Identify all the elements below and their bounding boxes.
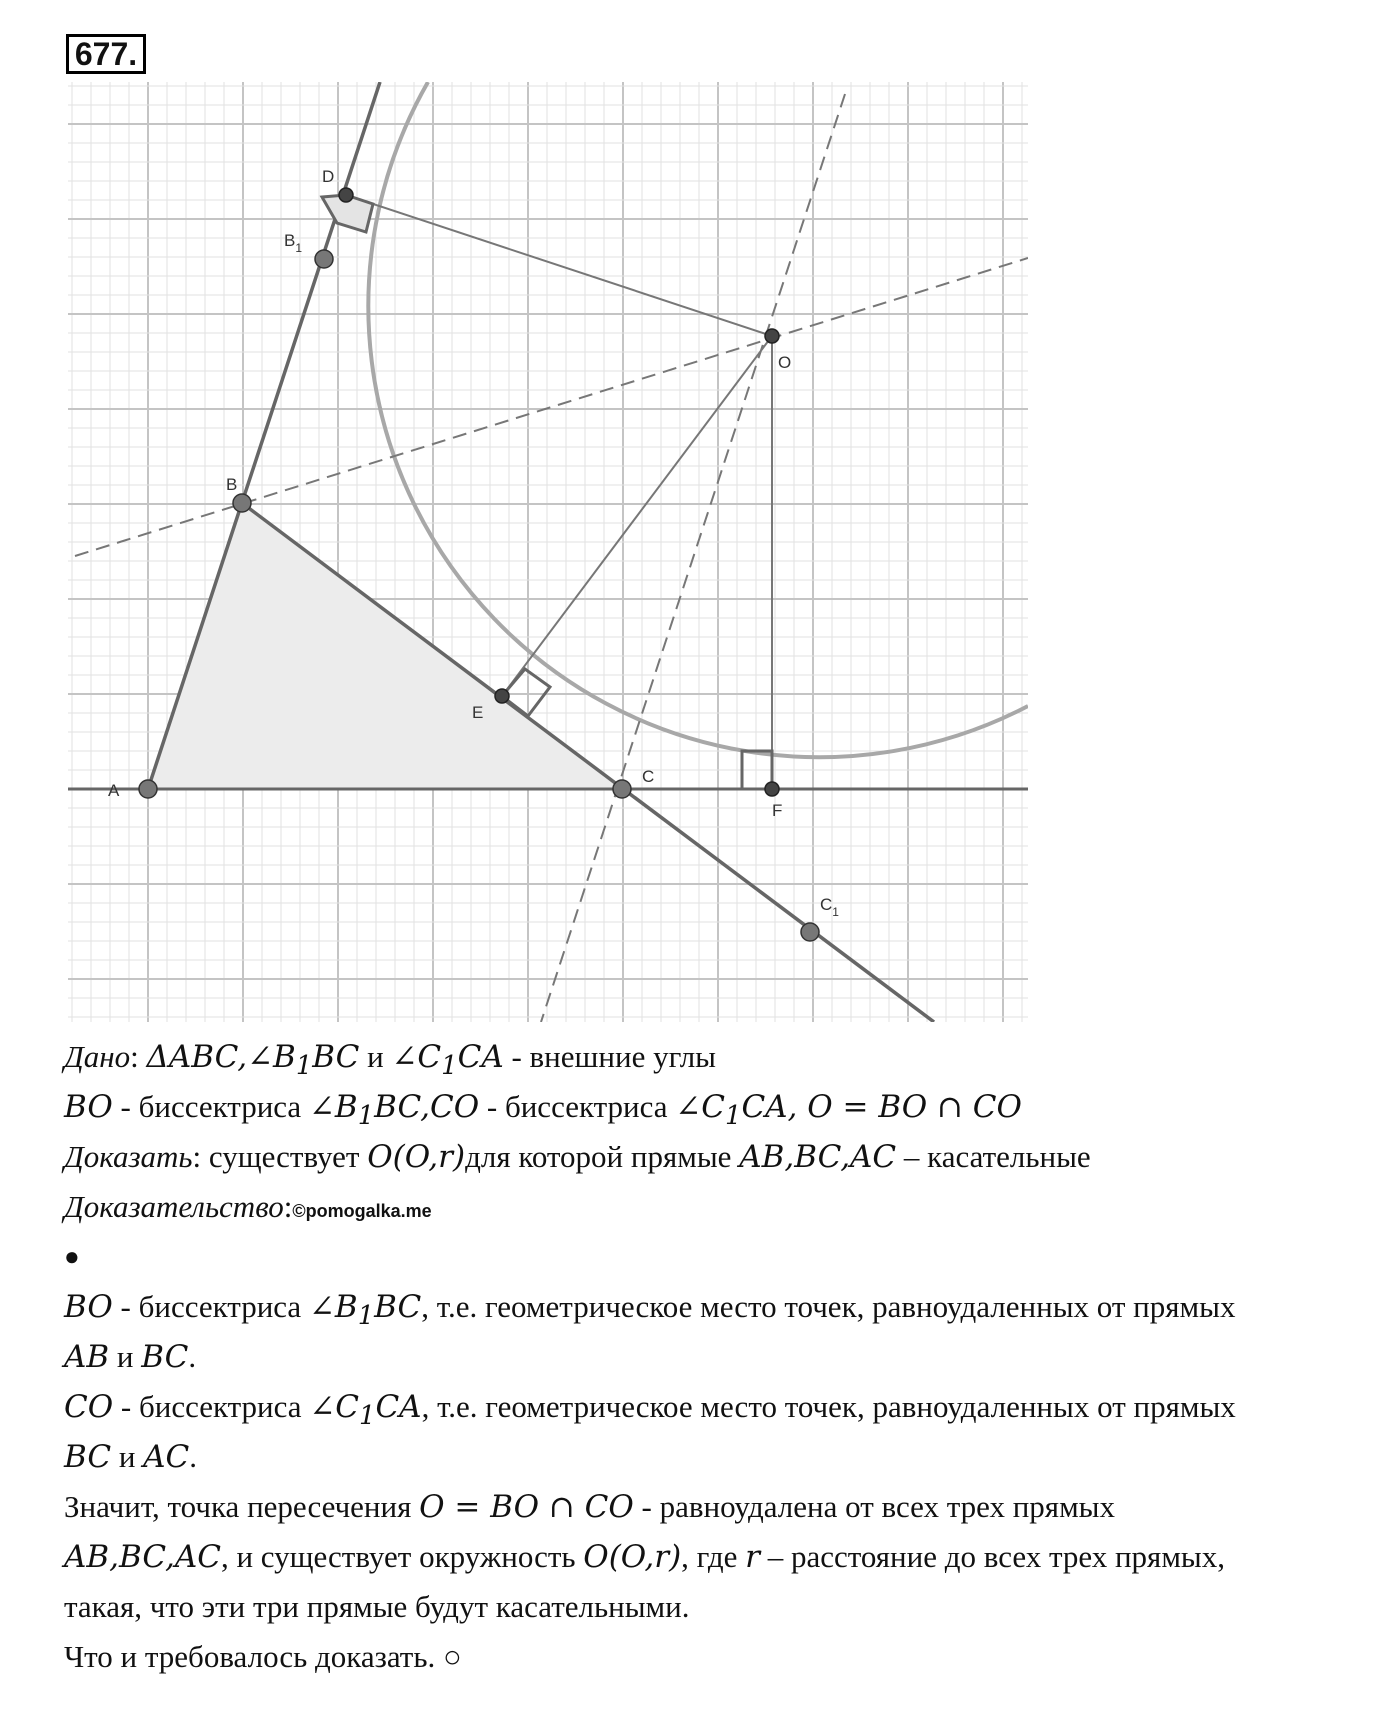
label-d: D (322, 167, 335, 186)
proof-paragraph-3: Значит, точка пересечения O = BO ∩ CO - равноудалена от всех трех прямых (64, 1489, 1116, 1525)
proof-paragraph-2b: BC и AC. (64, 1439, 198, 1475)
label-c: C (642, 767, 655, 786)
proof-paragraph-3b: AB,BC,AC, и существует окружность O(O,r), где r – расстояние до всех трех прямых, (64, 1539, 1226, 1575)
label-a: A (108, 781, 120, 800)
point-e (495, 689, 509, 703)
proof-paragraph-1: BO - биссектриса $\angle B_1BC$, т.е. геометрическое место точек, равноудаленных от прямых (64, 1289, 1236, 1332)
point-c (613, 780, 631, 798)
label-b1: $B_1$ (284, 231, 303, 255)
triangle-abc (148, 503, 622, 789)
bisector-co (541, 94, 845, 1022)
geometry-figure (68, 82, 1028, 1022)
proof-paragraph-1b: AB и BC. (64, 1339, 197, 1375)
label-o: O (778, 353, 792, 372)
grid (68, 82, 1028, 1022)
label-f: F (772, 801, 783, 820)
proof-paragraph-3c: такая, что эти три прямые будут касательными. (64, 1589, 690, 1624)
point-c1 (801, 923, 819, 941)
point-a (139, 780, 157, 798)
given-line-2: BO - биссектриса $\angle B_1BC,CO$ - биссектриса $\angle C_1CA$, O = BO ∩ CO (64, 1089, 1022, 1132)
problem-number: 677. (66, 34, 146, 74)
point-d (339, 188, 353, 202)
proof-label-line: Доказательство:©pomogalka.me (64, 1189, 432, 1224)
point-b1 (315, 250, 333, 268)
conclusion: Что и требовалось доказать. ○ (64, 1639, 462, 1674)
solution-text (64, 1032, 1394, 1682)
label-b: B (226, 475, 238, 494)
prove-line: Доказать: существует O(O,r)для которой прямые AB,BC,AC – касательные (64, 1139, 1091, 1175)
point-o (765, 329, 779, 343)
point-b (233, 494, 251, 512)
label-c1: $C_1$ (820, 895, 839, 919)
watermark: ©pomogalka.me (292, 1201, 432, 1221)
bullet: ● (64, 1242, 80, 1271)
proof-paragraph-2: CO - биссектриса $\angle C_1CA$, т.е. геометрическое место точек, равноудаленных от прямых (64, 1389, 1236, 1432)
point-f (765, 782, 779, 796)
label-e: E (472, 703, 484, 722)
bisector-bo (75, 258, 1028, 556)
given-line: Дано: $\Delta ABC,\angle B_1BC$ и $\angle C_1CA$ - внешние углы (64, 1039, 717, 1082)
